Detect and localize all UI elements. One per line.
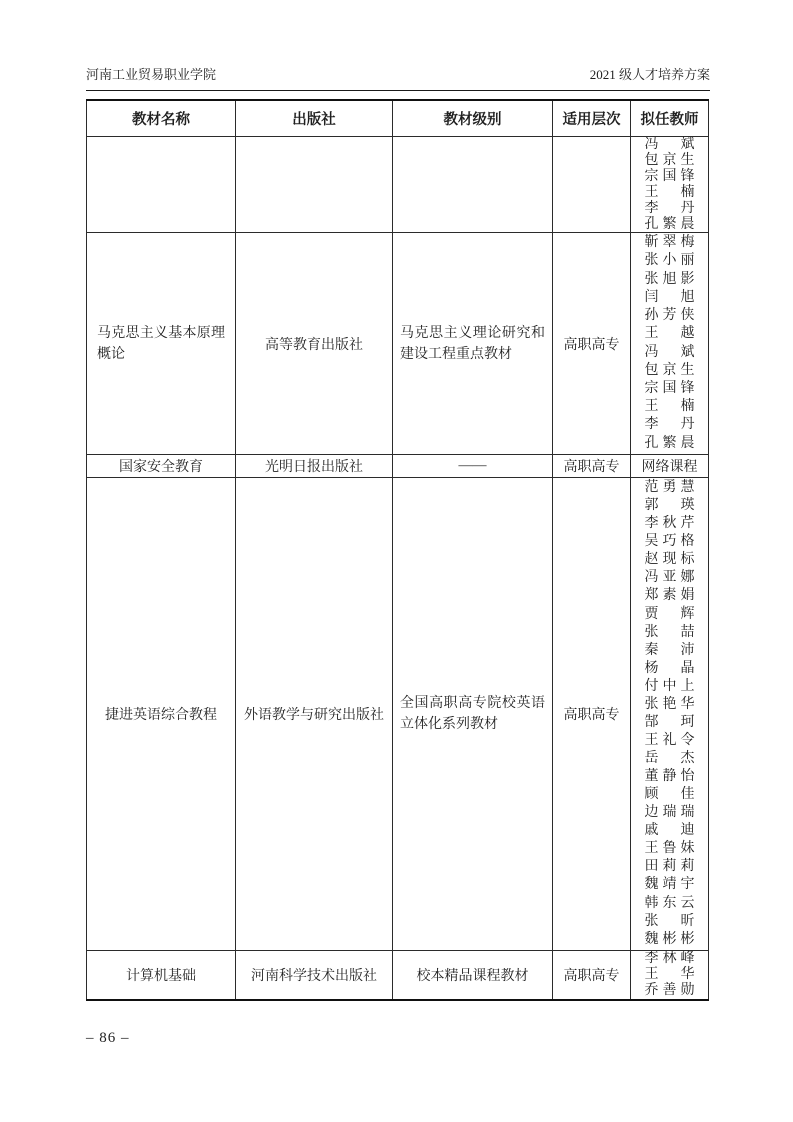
teacher-name: 闫旭	[644, 289, 695, 305]
table-row	[87, 951, 709, 1000]
cell-textbook-name: 计算机基础	[87, 951, 236, 1000]
cell-publisher: 外语教学与研究出版社	[236, 478, 393, 951]
textbook-table	[86, 99, 709, 1001]
header-school-name: 河南工业贸易职业学院	[86, 67, 217, 82]
column-header-proposed-teachers: 拟任教师	[631, 100, 709, 137]
cell-textbook-level: 全国高职高专院校英语立体化系列教材	[393, 478, 553, 951]
teacher-name: 范勇慧	[644, 480, 695, 496]
teacher-name: 付中上	[644, 678, 695, 694]
teacher-name: 包京生	[644, 362, 695, 378]
teacher-name: 郑素娟	[644, 588, 695, 604]
teacher-name: 贾辉	[644, 606, 695, 622]
teacher-name: 顾佳	[644, 787, 695, 803]
teacher-name: 孙芳侠	[644, 308, 695, 324]
teacher-list	[631, 233, 708, 454]
teacher-name: 宗国锋	[644, 380, 695, 396]
cell-proposed-teachers	[631, 233, 709, 455]
cell-applicable-tier	[553, 137, 631, 233]
teacher-name: 冯斌	[644, 137, 695, 152]
cell-textbook-level	[393, 137, 553, 233]
teacher-name: 魏彬彬	[644, 931, 695, 947]
page-number: – 86 –	[86, 1030, 130, 1046]
teacher-name: 王越	[644, 326, 695, 342]
teacher-name: 赵现标	[644, 552, 695, 568]
teacher-name: 张艳华	[644, 696, 695, 712]
teacher-name: 王华	[644, 967, 695, 982]
cell-textbook-name: 马克思主义基本原理概论	[87, 233, 236, 455]
teacher-name: 孔繁晨	[644, 435, 695, 451]
teacher-name: 田莉莉	[644, 859, 695, 875]
cell-proposed-teachers	[631, 478, 709, 951]
teacher-name: 李丹	[644, 201, 695, 216]
teacher-name: 张旭影	[644, 271, 695, 287]
table-row	[87, 478, 709, 951]
column-header-textbook-level: 教材级别	[393, 100, 553, 137]
cell-applicable-tier: 高职高专	[553, 455, 631, 478]
teacher-name: 张昕	[644, 913, 695, 929]
header-plan-title: 2021 级人才培养方案	[589, 67, 710, 82]
cell-proposed-teachers	[631, 137, 709, 233]
cell-applicable-tier: 高职高专	[553, 478, 631, 951]
teacher-name: 郭瑛	[644, 498, 695, 514]
cell-textbook-name: 国家安全教育	[87, 455, 236, 478]
teacher-name: 张小丽	[644, 253, 695, 269]
teacher-name: 冯斌	[644, 344, 695, 360]
teacher-name: 李林峰	[644, 951, 695, 966]
cell-textbook-level: ——	[393, 455, 553, 478]
teacher-name: 宗国锋	[644, 169, 695, 184]
teacher-name: 韩东云	[644, 895, 695, 911]
cell-textbook-level: 马克思主义理论研究和建设工程重点教材	[393, 233, 553, 455]
teacher-name: 乔善勋	[644, 983, 695, 998]
teacher-name: 冯亚娜	[644, 570, 695, 586]
cell-applicable-tier: 高职高专	[553, 233, 631, 455]
cell-textbook-name	[87, 137, 236, 233]
teacher-list	[631, 478, 708, 950]
cell-textbook-name: 捷进英语综合教程	[87, 478, 236, 951]
teacher-name: 边瑞瑞	[644, 805, 695, 821]
teacher-name: 王楠	[644, 185, 695, 200]
teacher-name: 靳翠梅	[644, 235, 695, 251]
cell-publisher: 高等教育出版社	[236, 233, 393, 455]
teacher-list	[631, 951, 708, 999]
cell-textbook-level: 校本精品课程教材	[393, 951, 553, 1000]
table-row	[87, 455, 709, 478]
table-row	[87, 233, 709, 455]
table-row	[87, 137, 709, 233]
cell-publisher: 光明日报出版社	[236, 455, 393, 478]
teacher-name: 张喆	[644, 624, 695, 640]
teacher-name: 李丹	[644, 417, 695, 433]
cell-proposed-teachers: 网络课程	[631, 455, 709, 478]
teacher-name: 李秋芹	[644, 516, 695, 532]
column-header-applicable-tier: 适用层次	[553, 100, 631, 137]
teacher-name: 王礼令	[644, 732, 695, 748]
cell-publisher	[236, 137, 393, 233]
teacher-name: 杨晶	[644, 660, 695, 676]
teacher-name: 岳杰	[644, 751, 695, 766]
teacher-name: 郜珂	[644, 714, 695, 730]
teacher-name: 魏靖宇	[644, 877, 695, 893]
column-header-publisher: 出版社	[236, 100, 393, 137]
page-header	[86, 64, 710, 91]
cell-proposed-teachers	[631, 951, 709, 1000]
cell-applicable-tier: 高职高专	[553, 951, 631, 1000]
table-header-row	[87, 100, 709, 137]
teacher-name: 吴巧格	[644, 534, 695, 550]
teacher-name: 包京生	[644, 153, 695, 168]
cell-publisher: 河南科学技术出版社	[236, 951, 393, 1000]
teacher-name: 董静怡	[644, 769, 695, 785]
teacher-name: 孔繁晨	[644, 217, 695, 232]
column-header-textbook-name: 教材名称	[87, 100, 236, 137]
teacher-list	[631, 137, 708, 232]
teacher-name: 戚迪	[644, 823, 695, 839]
teacher-name: 王楠	[644, 399, 695, 415]
teacher-name: 秦沛	[644, 642, 695, 658]
teacher-name: 王鲁妹	[644, 841, 695, 857]
